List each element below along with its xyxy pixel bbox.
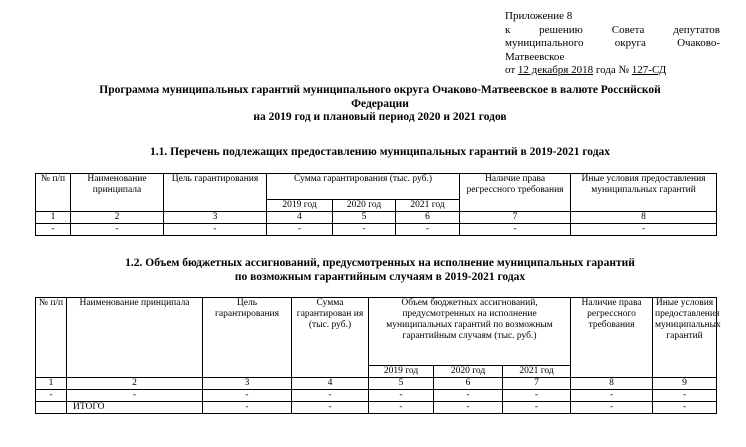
data-cell: - xyxy=(71,224,164,236)
index-cell: 2 xyxy=(71,212,164,224)
total-cell xyxy=(36,402,67,414)
index-cell: 7 xyxy=(503,378,571,390)
data-cell: - xyxy=(434,390,503,402)
table-row xyxy=(36,224,717,236)
document-title xyxy=(40,84,720,125)
index-cell: 6 xyxy=(396,212,460,224)
header-regress: Наличие права регрессного требования xyxy=(571,298,653,378)
index-row xyxy=(36,212,717,224)
year-word: года № xyxy=(593,64,632,76)
index-row xyxy=(36,378,717,390)
decision-number: 127-СД xyxy=(631,64,667,76)
total-cell: - xyxy=(369,402,434,414)
header-sum: Сумма гарантирован ия (тыс. руб.) xyxy=(292,298,369,378)
header-principal: Наименование принципала xyxy=(71,174,164,212)
header-goal: Цель гарантирования xyxy=(203,298,292,378)
header-regress: Наличие права регрессного требования xyxy=(460,174,571,212)
header-principal: Наименование принципала xyxy=(67,298,203,378)
data-cell: - xyxy=(267,224,333,236)
appendix-block xyxy=(505,10,720,78)
date-prefix: от xyxy=(505,64,518,76)
title-line-3: на 2019 год и плановый период 2020 и 2021 годов xyxy=(253,111,507,123)
appendix-label: Приложение 8 xyxy=(505,10,573,22)
header-sum: Сумма гарантирования (тыс. руб.) xyxy=(267,174,460,200)
appendix-district: муниципального округа Очаково- xyxy=(505,37,720,49)
data-cell: - xyxy=(460,224,571,236)
total-label: ИТОГО xyxy=(67,402,203,414)
total-row xyxy=(36,402,717,414)
data-cell: - xyxy=(396,224,460,236)
data-cell: - xyxy=(571,224,717,236)
data-cell: - xyxy=(203,390,292,402)
header-year-2021: 2021 год xyxy=(503,366,571,378)
total-cell: - xyxy=(653,402,717,414)
appendix-decision: к решению Совета депутатов xyxy=(505,23,720,36)
header-year-2020: 2020 год xyxy=(434,366,503,378)
header-year-2019: 2019 год xyxy=(369,366,434,378)
section-2-heading xyxy=(40,257,720,284)
header-goal: Цель гарантирования xyxy=(164,174,267,212)
appendix-district-cont: Матвеевское xyxy=(505,50,565,63)
index-cell: 3 xyxy=(164,212,267,224)
data-cell: - xyxy=(503,390,571,402)
total-cell: - xyxy=(571,402,653,414)
total-cell: - xyxy=(503,402,571,414)
budget-allocations-table xyxy=(35,297,721,414)
section-2-heading-line-2: по возможным гарантийным случаям в 2019-2021 годах xyxy=(234,270,526,283)
index-cell: 9 xyxy=(653,378,717,390)
header-year-2021: 2021 год xyxy=(396,200,460,212)
total-cell: - xyxy=(434,402,503,414)
data-cell: - xyxy=(164,224,267,236)
title-line-2: Федерации xyxy=(351,97,409,110)
section-1-heading: 1.1. Перечень подлежащих предоставлению муниципальных гарантий в 2019-2021 годах xyxy=(149,146,611,158)
decision-date: 12 декабря 2018 xyxy=(517,64,594,76)
total-cell: - xyxy=(203,402,292,414)
index-cell: 8 xyxy=(571,378,653,390)
index-cell: 2 xyxy=(67,378,203,390)
total-cell: - xyxy=(292,402,369,414)
index-cell: 5 xyxy=(333,212,396,224)
appendix-date-line xyxy=(505,64,720,78)
section-2-heading-line-1: 1.2. Объем бюджетных ассигнований, предусмотренных на исполнение муниципальных гарантий xyxy=(125,257,635,269)
index-cell: 1 xyxy=(36,212,71,224)
data-cell: - xyxy=(571,390,653,402)
data-cell: - xyxy=(369,390,434,402)
header-num: № п/п xyxy=(36,298,67,378)
data-cell: - xyxy=(653,390,717,402)
table-row xyxy=(36,390,717,402)
title-line-1: Программа муниципальных гарантий муниципального округа Очаково-Матвеевское в валюте Российской xyxy=(99,84,661,96)
index-cell: 4 xyxy=(267,212,333,224)
header-other: Иные условия предоставления муниципальных гарантий xyxy=(653,298,717,378)
data-cell: - xyxy=(36,224,71,236)
index-cell: 8 xyxy=(571,212,717,224)
header-other: Иные условия предоставления муниципальных гарантий xyxy=(571,174,717,212)
index-cell: 7 xyxy=(460,212,571,224)
header-num: № п/п xyxy=(36,174,71,212)
data-cell: - xyxy=(292,390,369,402)
index-cell: 5 xyxy=(369,378,434,390)
data-cell: - xyxy=(67,390,203,402)
index-cell: 3 xyxy=(203,378,292,390)
header-budget: Объем бюджетных ассигнований, предусмотренных на исполнение муниципальных гарантий по возможным гарантийным случаям (тыс. руб.) xyxy=(369,298,571,366)
header-year-2019: 2019 год xyxy=(267,200,333,212)
index-cell: 1 xyxy=(36,378,67,390)
index-cell: 4 xyxy=(292,378,369,390)
data-cell: - xyxy=(36,390,67,402)
guarantees-list-table xyxy=(35,173,717,236)
data-cell: - xyxy=(333,224,396,236)
header-year-2020: 2020 год xyxy=(333,200,396,212)
index-cell: 6 xyxy=(434,378,503,390)
